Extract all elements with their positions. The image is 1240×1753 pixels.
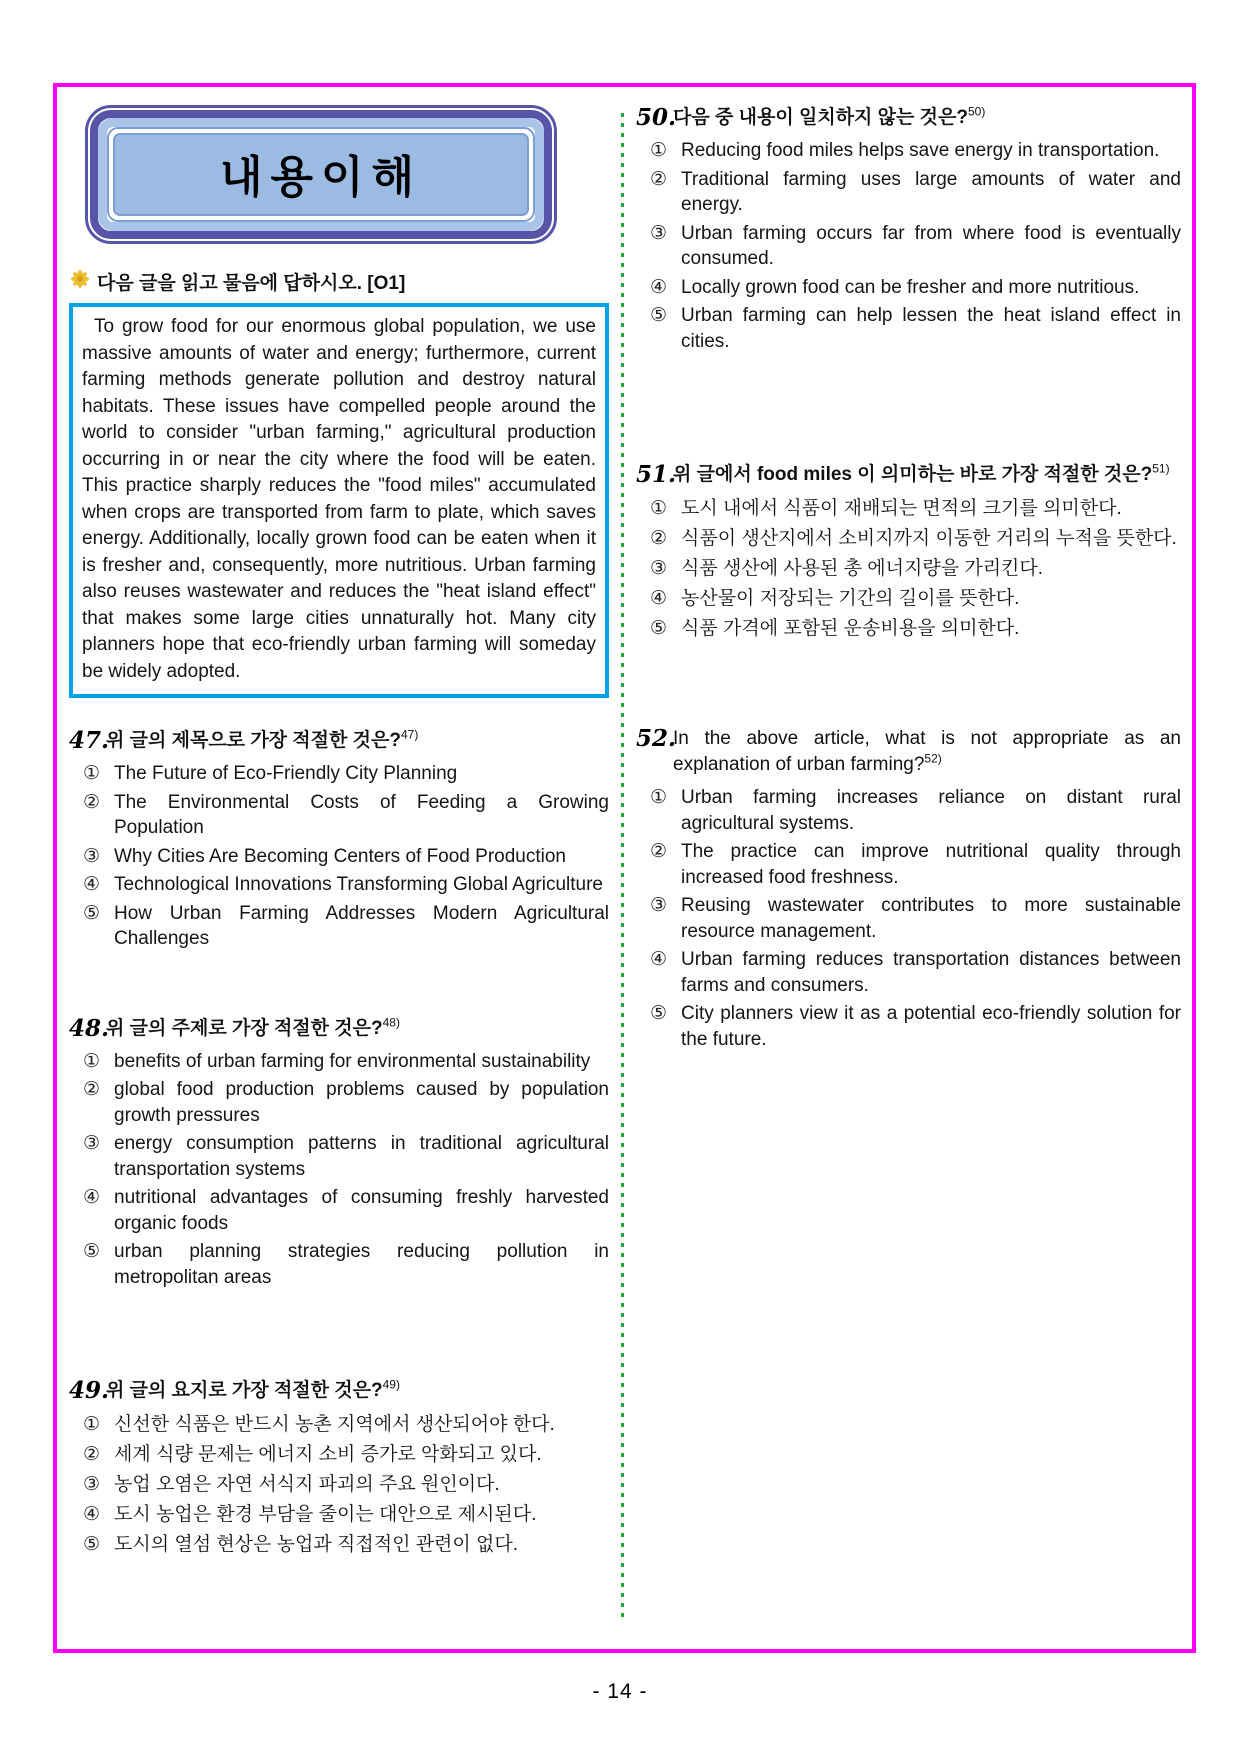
option-text: The practice can improve nutritional quality through increased food freshness.: [681, 841, 1181, 888]
option-marker: ①: [83, 1050, 101, 1072]
option-text: Reducing food miles helps save energy in transportation.: [681, 140, 1160, 161]
question-47: [69, 728, 609, 952]
question-47-header: [69, 728, 609, 754]
question-48: [69, 1016, 609, 1291]
question-50-options: [636, 138, 1181, 354]
option: [636, 525, 1181, 552]
question-number: 52.: [636, 725, 677, 752]
question-text: [673, 462, 1181, 488]
option: [69, 1441, 609, 1468]
question-50-header: [636, 105, 1181, 131]
footnote-ref: 48): [382, 1015, 400, 1030]
question-49-header: [69, 1378, 609, 1404]
option: [636, 839, 1181, 890]
option: [69, 1049, 609, 1075]
option-marker: ①: [83, 763, 101, 784]
option-marker: ③: [83, 1133, 101, 1154]
option-marker: ②: [650, 528, 668, 549]
option-text: 식품 가격에 포함된 운송비용을 의미한다.: [681, 618, 1020, 639]
option-marker: ④: [650, 588, 668, 609]
option-marker: ②: [83, 791, 101, 813]
worksheet-frame: [53, 83, 1196, 1653]
instruction-row: [71, 268, 617, 295]
option-text: Locally grown food can be fresher and more nutritious.: [681, 276, 1140, 298]
option-text: nutritional advantages of consuming freshly harvested organic foods: [114, 1187, 609, 1234]
option-marker: ①: [650, 498, 668, 519]
question-50: [636, 105, 1181, 354]
option: [636, 138, 1181, 164]
option-marker: ④: [650, 276, 668, 298]
option: [636, 585, 1181, 612]
option: [69, 1185, 609, 1236]
question-49: [69, 1378, 609, 1558]
option-marker: ⑤: [83, 1534, 101, 1555]
option-marker: ①: [650, 787, 668, 808]
option-text: benefits of urban farming for environmental sustainability: [114, 1050, 591, 1072]
option-text: How Urban Farming Addresses Modern Agricultural Challenges: [114, 902, 609, 949]
option-text: 농산물이 저장되는 기간의 길이를 뜻한다.: [681, 588, 1020, 609]
question-text: [106, 1378, 609, 1404]
option: [69, 1239, 609, 1290]
two-column-layout: [57, 87, 1192, 1649]
question-text-main: 위 글에서 food miles 이 의미하는 바로 가장 적절한 것은?: [673, 464, 1153, 485]
section-title-banner: [85, 105, 557, 244]
option-marker: ④: [650, 949, 668, 970]
question-47-options: [69, 761, 609, 952]
footnote-ref: 51): [1152, 461, 1170, 476]
question-number: 51.: [636, 461, 677, 488]
question-text-main: 위 글의 제목으로 가장 적절한 것은?: [106, 730, 401, 751]
option-text: City planners view it as a potential eco-friendly solution for the future.: [681, 1003, 1181, 1050]
option-text: 도시 농업은 환경 부담을 줄이는 대안으로 제시된다.: [114, 1504, 537, 1525]
option-marker: ⑤: [650, 1003, 668, 1024]
option: [636, 947, 1181, 998]
option-text: global food production problems caused by population growth pressures: [114, 1079, 609, 1126]
question-number: 49.: [69, 1377, 110, 1404]
option: [636, 615, 1181, 642]
reading-passage: To grow food for our enormous global population, we use massive amounts of water and energy; furthermore, current farming methods generate pollution and destroy natural habitats. These issues have compelled people around the world to consider "urban farming," agricultural production occurring in or near the city where the food will be eaten. This practice sharply reduces the "food miles" accumulated when crops are transported from farm to plate, which saves energy. Additionally, locally grown food can be eaten when it is fresher and, consequently, more nutritious. Urban farming also reuses wastewater and reduces the "heat island effect" that makes some large cities unnaturally hot. Many city planners hope that eco-friendly urban farming will someday be widely adopted.: [69, 303, 609, 698]
option: [69, 901, 609, 952]
question-text: [106, 1016, 609, 1042]
option-text: Urban farming reduces transportation distances between farms and consumers.: [681, 949, 1181, 996]
question-text: [106, 728, 609, 754]
option: [69, 1411, 609, 1438]
option-text: 신선한 식품은 반드시 농촌 지역에서 생산되어야 한다.: [114, 1414, 555, 1435]
banner-white-band: [107, 127, 535, 222]
footnote-ref: 47): [400, 727, 419, 742]
question-48-header: [69, 1016, 609, 1042]
option: [69, 761, 609, 787]
option-text: Urban farming can help lessen the heat island effect in cities.: [681, 305, 1181, 352]
option-text: Urban farming increases reliance on distant rural agricultural systems.: [681, 787, 1181, 834]
option-marker: ②: [650, 841, 668, 862]
question-52-header: [636, 726, 1181, 778]
option-marker: ③: [83, 1474, 101, 1495]
option-marker: ③: [650, 558, 668, 579]
left-column: [57, 87, 617, 1649]
option-text: 식품 생산에 사용된 총 에너지량을 가리킨다.: [681, 558, 1044, 579]
question-51-header: [636, 462, 1181, 488]
question-text: [673, 105, 1181, 131]
question-text-main: In the above article, what is not appropriate as an explanation of urban farming?: [673, 728, 1181, 775]
option: [636, 555, 1181, 582]
option-marker: ③: [650, 222, 668, 244]
option-marker: ①: [83, 1414, 101, 1435]
option-marker: ②: [83, 1444, 101, 1465]
question-text-main: 다음 중 내용이 일치하지 않는 것은?: [673, 107, 968, 128]
section-title: 내용이해: [113, 133, 529, 216]
right-column: [624, 87, 1196, 1649]
option-marker: ④: [83, 1504, 101, 1525]
question-number: 47.: [69, 727, 110, 754]
option: [69, 790, 609, 841]
option-text: 식품이 생산지에서 소비지까지 이동한 거리의 누적을 뜻한다.: [681, 528, 1177, 549]
option-text: The Environmental Costs of Feeding a Growing Population: [114, 791, 609, 838]
option: [69, 844, 609, 870]
option-text: 세계 식량 문제는 에너지 소비 증가로 악화되고 있다.: [114, 1444, 542, 1465]
question-text: [673, 726, 1181, 778]
option-marker: ⑤: [83, 1241, 101, 1262]
option: [69, 1077, 609, 1128]
option-marker: ③: [650, 895, 668, 916]
option: [69, 1471, 609, 1498]
page-number: - 14 -: [592, 1680, 648, 1703]
question-number: 50.: [636, 104, 677, 131]
banner-thick-ring: [90, 110, 552, 239]
option-marker: ⑤: [650, 618, 668, 639]
footnote-ref: 52): [924, 751, 942, 766]
instruction-text: 다음 글을 읽고 물음에 답하시오. [O1]: [97, 273, 406, 294]
option-text: urban planning strategies reducing pollution in metropolitan areas: [114, 1241, 609, 1288]
banner-outer-ring: [85, 105, 557, 244]
option-text: Urban farming occurs far from where food is eventually consumed.: [681, 222, 1181, 269]
option: [636, 495, 1181, 522]
option: [69, 1531, 609, 1558]
question-49-options: [69, 1411, 609, 1558]
option-text: Reusing wastewater contributes to more sustainable resource management.: [681, 895, 1181, 942]
option-marker: ⑤: [650, 305, 668, 326]
footnote-ref: 50): [967, 104, 986, 119]
option: [636, 167, 1181, 218]
footnote-ref: 49): [382, 1377, 400, 1392]
option: [636, 221, 1181, 272]
option-text: energy consumption patterns in traditional agricultural transportation systems: [114, 1133, 609, 1180]
banner-blue-band: [98, 118, 544, 231]
option-text: Why Cities Are Becoming Centers of Food Production: [114, 845, 566, 867]
option: [636, 1001, 1181, 1052]
option: [636, 785, 1181, 836]
option-marker: ①: [650, 140, 668, 161]
option-marker: ②: [83, 1079, 101, 1100]
option-text: 도시 내에서 식품이 재배되는 면적의 크기를 의미한다.: [681, 498, 1122, 519]
option-marker: ②: [650, 168, 668, 190]
option-marker: ⑤: [83, 902, 101, 924]
option-text: 농업 오염은 자연 서식지 파괴의 주요 원인이다.: [114, 1474, 500, 1495]
question-48-options: [69, 1049, 609, 1291]
option: [69, 872, 609, 898]
option-marker: ③: [83, 845, 101, 867]
question-text-main: 위 글의 주제로 가장 적절한 것은?: [106, 1017, 383, 1039]
option: [636, 303, 1181, 354]
option-marker: ④: [83, 1187, 101, 1208]
question-51: [636, 462, 1181, 642]
question-52: [636, 726, 1181, 1052]
option: [636, 893, 1181, 944]
option-text: Traditional farming uses large amounts of water and energy.: [681, 168, 1181, 215]
option: [69, 1501, 609, 1528]
question-number: 48.: [69, 1014, 110, 1042]
option-text: Technological Innovations Transforming Global Agriculture: [114, 874, 603, 895]
option-marker: ④: [83, 874, 101, 895]
question-51-options: [636, 495, 1181, 642]
option: [69, 1131, 609, 1182]
option-text: The Future of Eco-Friendly City Planning: [114, 763, 458, 784]
option-text: 도시의 열섬 현상은 농업과 직접적인 관련이 없다.: [114, 1534, 519, 1555]
flower-icon: [71, 270, 89, 294]
question-text-main: 위 글의 요지로 가장 적절한 것은?: [106, 1380, 383, 1401]
option: [636, 275, 1181, 301]
question-52-options: [636, 785, 1181, 1052]
